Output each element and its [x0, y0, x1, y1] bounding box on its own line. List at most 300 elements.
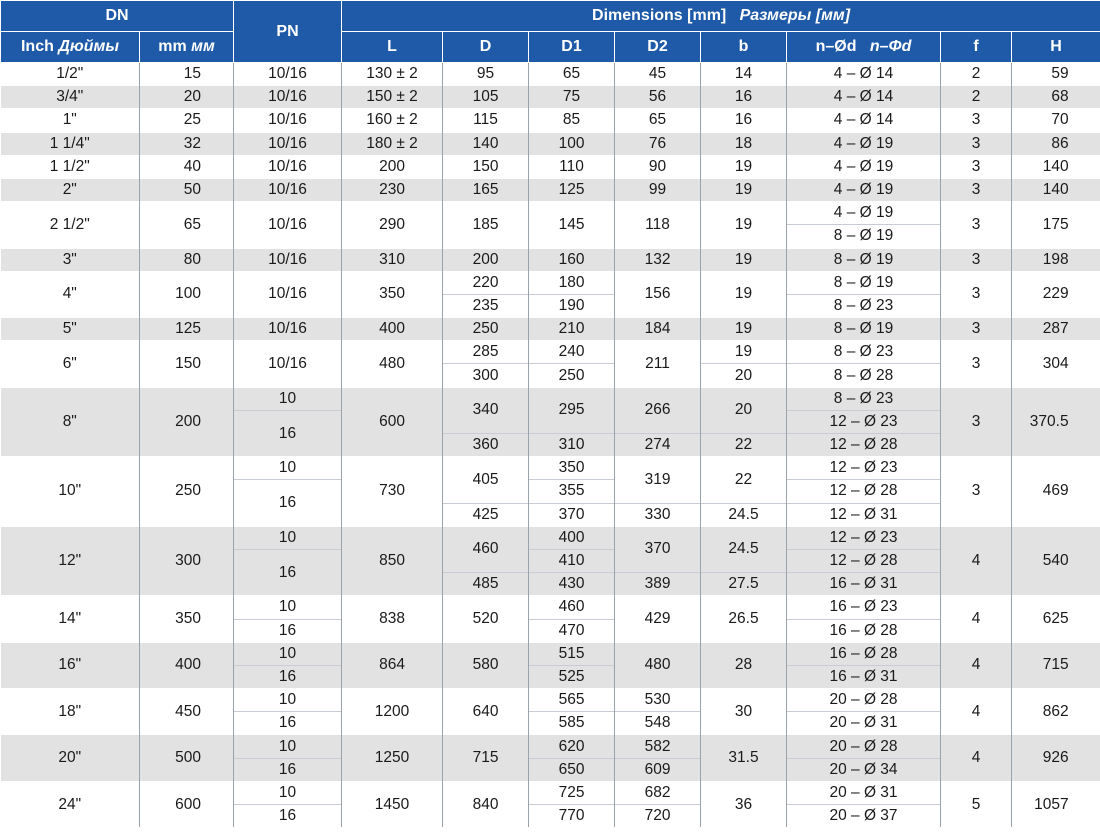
nd-cell: 20 – Ø 31	[787, 781, 941, 804]
d1-header: D1	[529, 32, 615, 63]
inch-cell: 18"	[1, 689, 140, 735]
inch-cell: 10"	[1, 457, 140, 527]
nd-cell: 12 – Ø 23	[787, 410, 941, 433]
pn-cell: 16	[234, 805, 342, 828]
d1-cell: 110	[529, 155, 615, 178]
d1-cell: 65	[529, 63, 615, 86]
inch-cell: 20"	[1, 735, 140, 781]
b-cell: 20	[701, 387, 787, 433]
nd-cell: 12 – Ø 28	[787, 434, 941, 457]
table-row	[1, 387, 1100, 410]
d1-cell: 190	[529, 294, 615, 317]
d-cell: 235	[443, 294, 529, 317]
d2-cell: 609	[615, 758, 701, 781]
pn-cell: 16	[234, 410, 342, 456]
l-header: L	[342, 32, 443, 63]
pn-cell: 16	[234, 758, 342, 781]
d1-cell: 180	[529, 271, 615, 294]
d2-cell: 65	[615, 109, 701, 132]
pn-cell: 10	[234, 689, 342, 712]
l-cell: 864	[342, 642, 443, 688]
d-cell: 150	[443, 155, 529, 178]
b-cell: 16	[701, 86, 787, 109]
nd-cell: 8 – Ø 28	[787, 364, 941, 387]
d2-cell: 266	[615, 387, 701, 433]
f-cell: 3	[941, 109, 1012, 132]
table-row	[1, 642, 1100, 665]
mm-cell: 300	[140, 526, 234, 596]
pn-cell: 10	[234, 457, 342, 480]
h-cell: 540	[1012, 526, 1100, 596]
nd-cell: 8 – Ø 23	[787, 387, 941, 410]
b-cell: 19	[701, 155, 787, 178]
table-row	[1, 457, 1100, 480]
h-cell: 715	[1012, 642, 1100, 688]
nd-cell: 16 – Ø 31	[787, 573, 941, 596]
mm-cell: 200	[140, 387, 234, 457]
nd-cell: 12 – Ø 31	[787, 503, 941, 526]
l-cell: 310	[342, 248, 443, 271]
d-cell: 220	[443, 271, 529, 294]
d1-cell: 525	[529, 665, 615, 688]
h-cell: 198	[1012, 248, 1100, 271]
pn-cell: 10/16	[234, 109, 342, 132]
d1-cell: 515	[529, 642, 615, 665]
f-cell: 4	[941, 735, 1012, 781]
d-cell: 200	[443, 248, 529, 271]
mm-cell: 15	[140, 63, 234, 86]
l-cell: 180 ± 2	[342, 132, 443, 155]
b-cell: 19	[701, 271, 787, 317]
d1-cell: 565	[529, 689, 615, 712]
d1-cell: 145	[529, 202, 615, 248]
d1-cell: 725	[529, 781, 615, 804]
f-cell: 3	[941, 271, 1012, 317]
d-cell: 165	[443, 178, 529, 201]
table-row	[1, 109, 1100, 132]
l-cell: 130 ± 2	[342, 63, 443, 86]
d2-cell: 184	[615, 318, 701, 341]
nd-label: n–Ød	[815, 38, 857, 55]
d1-cell: 210	[529, 318, 615, 341]
mm-cell: 150	[140, 341, 234, 387]
d1-cell: 460	[529, 596, 615, 619]
d1-cell: 355	[529, 480, 615, 503]
l-cell: 290	[342, 202, 443, 248]
b-cell: 19	[701, 341, 787, 364]
d1-cell: 585	[529, 712, 615, 735]
nd-cell: 20 – Ø 31	[787, 712, 941, 735]
h-cell: 140	[1012, 155, 1100, 178]
d2-cell: 429	[615, 596, 701, 642]
h-cell: 140	[1012, 178, 1100, 201]
d-cell: 285	[443, 341, 529, 364]
d-cell: 580	[443, 642, 529, 688]
b-cell: 28	[701, 642, 787, 688]
d-cell: 460	[443, 526, 529, 572]
inch-cell: 3"	[1, 248, 140, 271]
b-cell: 22	[701, 457, 787, 503]
nd-cell: 12 – Ø 23	[787, 457, 941, 480]
table-row	[1, 341, 1100, 364]
f-cell: 2	[941, 86, 1012, 109]
h-cell: 862	[1012, 689, 1100, 735]
f-cell: 3	[941, 202, 1012, 248]
l-cell: 200	[342, 155, 443, 178]
d1-cell: 250	[529, 364, 615, 387]
b-cell: 20	[701, 364, 787, 387]
mm-cell: 250	[140, 457, 234, 527]
inch-cell: 6"	[1, 341, 140, 387]
l-cell: 1200	[342, 689, 443, 735]
mm-label-ru: мм	[191, 38, 215, 55]
nd-cell: 16 – Ø 23	[787, 596, 941, 619]
inch-cell: 4"	[1, 271, 140, 317]
h-header: H	[1012, 32, 1100, 63]
f-cell: 3	[941, 178, 1012, 201]
l-cell: 400	[342, 318, 443, 341]
inch-header	[1, 32, 140, 63]
h-cell: 1057	[1012, 781, 1100, 827]
mm-cell: 32	[140, 132, 234, 155]
d-cell: 185	[443, 202, 529, 248]
inch-cell: 1"	[1, 109, 140, 132]
b-cell: 30	[701, 689, 787, 735]
pn-cell: 10	[234, 596, 342, 619]
f-cell: 3	[941, 132, 1012, 155]
l-cell: 480	[342, 341, 443, 387]
d1-cell: 75	[529, 86, 615, 109]
d2-cell: 582	[615, 735, 701, 758]
inch-cell: 1 1/2"	[1, 155, 140, 178]
d2-cell: 118	[615, 202, 701, 248]
nd-cell: 4 – Ø 19	[787, 202, 941, 225]
mm-cell: 400	[140, 642, 234, 688]
d2-header: D2	[615, 32, 701, 63]
pn-cell: 10	[234, 735, 342, 758]
inch-cell: 14"	[1, 596, 140, 642]
nd-cell: 4 – Ø 14	[787, 109, 941, 132]
mm-cell: 50	[140, 178, 234, 201]
f-cell: 4	[941, 596, 1012, 642]
d-cell: 340	[443, 387, 529, 433]
d1-cell: 295	[529, 387, 615, 433]
mm-cell: 600	[140, 781, 234, 827]
mm-cell: 350	[140, 596, 234, 642]
pn-cell: 10	[234, 642, 342, 665]
d2-cell: 99	[615, 178, 701, 201]
nd-cell: 8 – Ø 19	[787, 248, 941, 271]
h-cell: 370.5	[1012, 387, 1100, 457]
h-cell: 229	[1012, 271, 1100, 317]
mm-cell: 100	[140, 271, 234, 317]
inch-cell: 3/4"	[1, 86, 140, 109]
d1-cell: 410	[529, 549, 615, 572]
inch-cell: 2 1/2"	[1, 202, 140, 248]
f-cell: 4	[941, 689, 1012, 735]
l-cell: 838	[342, 596, 443, 642]
inch-cell: 1/2"	[1, 63, 140, 86]
inch-cell: 16"	[1, 642, 140, 688]
h-cell: 926	[1012, 735, 1100, 781]
b-cell: 22	[701, 434, 787, 457]
d1-cell: 370	[529, 503, 615, 526]
dimensions-label-ru: Размеры [мм]	[739, 7, 851, 24]
pn-cell: 16	[234, 480, 342, 526]
table-row	[1, 86, 1100, 109]
nd-cell: 16 – Ø 28	[787, 619, 941, 642]
table-row	[1, 178, 1100, 201]
l-cell: 230	[342, 178, 443, 201]
pn-cell: 10	[234, 526, 342, 549]
d2-cell: 530	[615, 689, 701, 712]
d1-cell: 470	[529, 619, 615, 642]
d2-cell: 389	[615, 573, 701, 596]
mm-cell: 450	[140, 689, 234, 735]
d-cell: 715	[443, 735, 529, 781]
inch-label: Inch	[20, 38, 54, 55]
h-cell: 70	[1012, 109, 1100, 132]
pn-cell: 16	[234, 712, 342, 735]
pn-cell: 16	[234, 549, 342, 595]
d-cell: 405	[443, 457, 529, 503]
f-cell: 4	[941, 642, 1012, 688]
f-cell: 3	[941, 387, 1012, 457]
pn-cell: 10/16	[234, 202, 342, 248]
h-cell: 175	[1012, 202, 1100, 248]
f-cell: 4	[941, 526, 1012, 596]
inch-cell: 24"	[1, 781, 140, 827]
d2-cell: 330	[615, 503, 701, 526]
mm-cell: 125	[140, 318, 234, 341]
table-row	[1, 271, 1100, 294]
mm-cell: 80	[140, 248, 234, 271]
pn-cell: 10/16	[234, 155, 342, 178]
inch-cell: 1 1/4"	[1, 132, 140, 155]
inch-cell: 5"	[1, 318, 140, 341]
d1-cell: 430	[529, 573, 615, 596]
d-cell: 105	[443, 86, 529, 109]
d2-cell: 682	[615, 781, 701, 804]
d1-cell: 160	[529, 248, 615, 271]
table-row	[1, 318, 1100, 341]
nd-cell: 20 – Ø 28	[787, 735, 941, 758]
l-cell: 600	[342, 387, 443, 457]
h-cell: 287	[1012, 318, 1100, 341]
l-cell: 1250	[342, 735, 443, 781]
d2-cell: 211	[615, 341, 701, 387]
pn-cell: 10/16	[234, 86, 342, 109]
nd-cell: 4 – Ø 14	[787, 86, 941, 109]
b-cell: 14	[701, 63, 787, 86]
b-cell: 24.5	[701, 503, 787, 526]
table-row	[1, 132, 1100, 155]
d-cell: 425	[443, 503, 529, 526]
d1-cell: 240	[529, 341, 615, 364]
b-cell: 19	[701, 202, 787, 248]
table-row	[1, 596, 1100, 619]
dimensions-header	[342, 1, 1100, 32]
mm-header	[140, 32, 234, 63]
nd-cell: 8 – Ø 19	[787, 271, 941, 294]
d2-cell: 548	[615, 712, 701, 735]
inch-label-ru: Дюймы	[58, 38, 119, 55]
nd-cell: 4 – Ø 19	[787, 155, 941, 178]
l-cell: 730	[342, 457, 443, 527]
inch-cell: 8"	[1, 387, 140, 457]
table-row	[1, 735, 1100, 758]
nd-cell: 12 – Ø 28	[787, 549, 941, 572]
d2-cell: 56	[615, 86, 701, 109]
h-cell: 469	[1012, 457, 1100, 527]
d1-cell: 350	[529, 457, 615, 480]
pn-cell: 10/16	[234, 178, 342, 201]
nd-cell: 12 – Ø 28	[787, 480, 941, 503]
inch-cell: 12"	[1, 526, 140, 596]
d2-cell: 319	[615, 457, 701, 503]
h-cell: 86	[1012, 132, 1100, 155]
d1-cell: 770	[529, 805, 615, 828]
d1-cell: 620	[529, 735, 615, 758]
nd-cell: 8 – Ø 23	[787, 341, 941, 364]
d-cell: 485	[443, 573, 529, 596]
d2-cell: 370	[615, 526, 701, 572]
pn-header: PN	[234, 1, 342, 63]
b-cell: 24.5	[701, 526, 787, 572]
d1-cell: 400	[529, 526, 615, 549]
f-header: f	[941, 32, 1012, 63]
nd-cell: 8 – Ø 23	[787, 294, 941, 317]
f-cell: 3	[941, 248, 1012, 271]
d-cell: 250	[443, 318, 529, 341]
nd-cell: 4 – Ø 19	[787, 132, 941, 155]
mm-label: mm	[158, 38, 187, 55]
b-cell: 16	[701, 109, 787, 132]
d-header: D	[443, 32, 529, 63]
pn-cell: 10/16	[234, 318, 342, 341]
d-cell: 95	[443, 63, 529, 86]
inch-cell: 2"	[1, 178, 140, 201]
d2-cell: 76	[615, 132, 701, 155]
d1-cell: 85	[529, 109, 615, 132]
d-cell: 300	[443, 364, 529, 387]
b-cell: 31.5	[701, 735, 787, 781]
d-cell: 840	[443, 781, 529, 827]
nd-cell: 20 – Ø 37	[787, 805, 941, 828]
l-cell: 160 ± 2	[342, 109, 443, 132]
pn-cell: 10/16	[234, 341, 342, 387]
nd-cell: 8 – Ø 19	[787, 225, 941, 248]
f-cell: 5	[941, 781, 1012, 827]
table-header	[1, 1, 1100, 63]
mm-cell: 500	[140, 735, 234, 781]
d-cell: 520	[443, 596, 529, 642]
mm-cell: 40	[140, 155, 234, 178]
pn-cell: 10/16	[234, 248, 342, 271]
b-cell: 27.5	[701, 573, 787, 596]
d2-cell: 45	[615, 63, 701, 86]
pn-cell: 10/16	[234, 271, 342, 317]
nd-label-ru: n–Φd	[869, 38, 912, 55]
b-cell: 26.5	[701, 596, 787, 642]
mm-cell: 65	[140, 202, 234, 248]
table-row	[1, 781, 1100, 804]
l-cell: 1450	[342, 781, 443, 827]
b-cell: 19	[701, 248, 787, 271]
f-cell: 3	[941, 341, 1012, 387]
b-header: b	[701, 32, 787, 63]
d1-cell: 310	[529, 434, 615, 457]
d2-cell: 132	[615, 248, 701, 271]
d-cell: 115	[443, 109, 529, 132]
d2-cell: 480	[615, 642, 701, 688]
nd-cell: 4 – Ø 19	[787, 178, 941, 201]
d2-cell: 156	[615, 271, 701, 317]
d2-cell: 274	[615, 434, 701, 457]
d2-cell: 90	[615, 155, 701, 178]
nd-cell: 12 – Ø 23	[787, 526, 941, 549]
b-cell: 18	[701, 132, 787, 155]
nd-cell: 8 – Ø 19	[787, 318, 941, 341]
pn-cell: 10/16	[234, 63, 342, 86]
f-cell: 3	[941, 457, 1012, 527]
table-row	[1, 526, 1100, 549]
h-cell: 625	[1012, 596, 1100, 642]
l-cell: 350	[342, 271, 443, 317]
nd-cell: 16 – Ø 28	[787, 642, 941, 665]
pn-cell: 10/16	[234, 132, 342, 155]
f-cell: 2	[941, 63, 1012, 86]
nd-cell: 4 – Ø 14	[787, 63, 941, 86]
b-cell: 19	[701, 178, 787, 201]
h-cell: 68	[1012, 86, 1100, 109]
table-row	[1, 63, 1100, 86]
table-row	[1, 155, 1100, 178]
d-cell: 360	[443, 434, 529, 457]
nd-cell: 16 – Ø 31	[787, 665, 941, 688]
mm-cell: 25	[140, 109, 234, 132]
d1-cell: 125	[529, 178, 615, 201]
d1-cell: 100	[529, 132, 615, 155]
f-cell: 3	[941, 155, 1012, 178]
table-row	[1, 202, 1100, 225]
table-row	[1, 248, 1100, 271]
d1-cell: 650	[529, 758, 615, 781]
l-cell: 150 ± 2	[342, 86, 443, 109]
nd-header	[787, 32, 941, 63]
d-cell: 140	[443, 132, 529, 155]
f-cell: 3	[941, 318, 1012, 341]
nd-cell: 20 – Ø 28	[787, 689, 941, 712]
pn-cell: 16	[234, 619, 342, 642]
d2-cell: 720	[615, 805, 701, 828]
pn-cell: 10	[234, 387, 342, 410]
dn-header: DN	[1, 1, 234, 32]
dimensions-label: Dimensions [mm]	[592, 7, 727, 24]
h-cell: 304	[1012, 341, 1100, 387]
nd-cell: 20 – Ø 34	[787, 758, 941, 781]
table-body	[1, 63, 1100, 828]
b-cell: 19	[701, 318, 787, 341]
pn-cell: 10	[234, 781, 342, 804]
pn-cell: 16	[234, 665, 342, 688]
table-row	[1, 689, 1100, 712]
d-cell: 640	[443, 689, 529, 735]
mm-cell: 20	[140, 86, 234, 109]
l-cell: 850	[342, 526, 443, 596]
h-cell: 59	[1012, 63, 1100, 86]
b-cell: 36	[701, 781, 787, 827]
